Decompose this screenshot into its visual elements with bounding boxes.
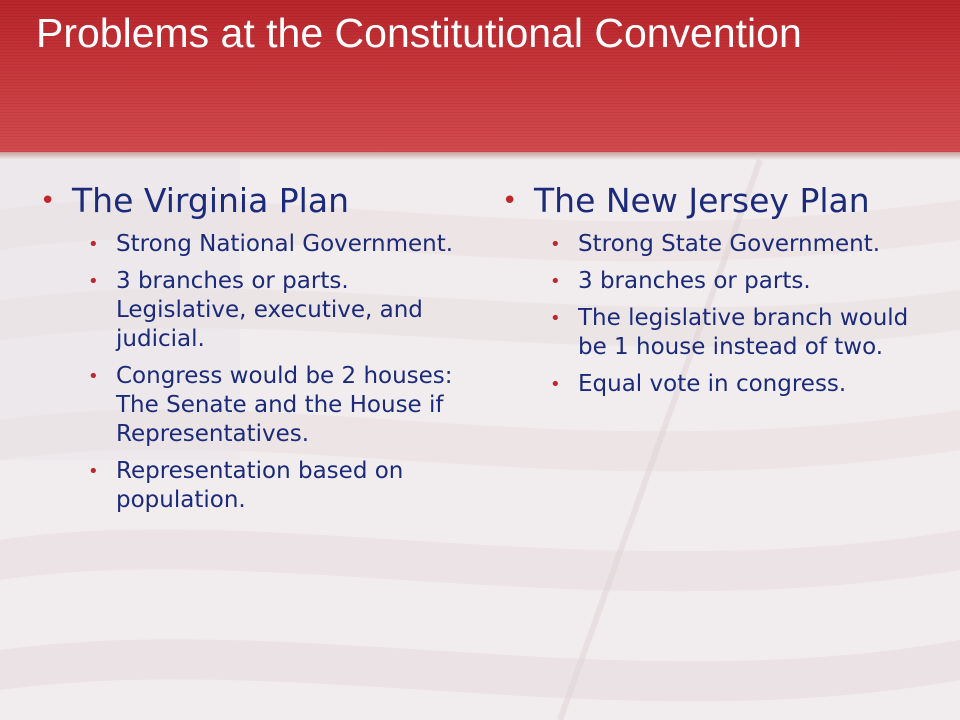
new-jersey-plan-column: [498, 180, 938, 407]
bullet-icon: •: [550, 374, 561, 395]
virginia-plan-points: [36, 230, 466, 515]
point-text: 3 branches or parts.: [578, 268, 811, 294]
title-banner: [0, 0, 960, 152]
list-item: [498, 304, 938, 362]
list-item: [36, 457, 466, 515]
bullet-icon: •: [88, 271, 99, 292]
list-item: [36, 267, 466, 354]
point-text: Representation based on population.: [116, 458, 404, 513]
list-item: [36, 230, 466, 259]
bullet-icon: •: [88, 461, 99, 482]
point-text: Strong National Government.: [116, 231, 454, 257]
bullet-icon: •: [40, 186, 56, 216]
point-text: The legislative branch would be 1 house instead of two.: [578, 305, 909, 360]
bullet-icon: •: [550, 271, 561, 292]
point-text: 3 branches or parts. Legislative, executive, and judicial.: [116, 268, 423, 352]
bullet-icon: •: [550, 234, 561, 255]
list-item: [498, 370, 938, 399]
virginia-plan-heading: [36, 180, 466, 222]
point-text: Equal vote in congress.: [578, 371, 847, 397]
bullet-icon: •: [88, 234, 99, 255]
point-text: Strong State Government.: [578, 231, 881, 257]
new-jersey-plan-points: [498, 230, 938, 399]
list-item: [498, 230, 938, 259]
list-item: [498, 267, 938, 296]
heading-label: The Virginia Plan: [72, 181, 349, 220]
heading-label: The New Jersey Plan: [534, 181, 870, 220]
point-text: Congress would be 2 houses: The Senate and the House if Representatives.: [116, 363, 453, 447]
bullet-icon: •: [502, 186, 518, 216]
bullet-icon: •: [88, 366, 99, 387]
banner-shadow: [0, 152, 960, 160]
virginia-plan-column: [36, 180, 466, 523]
list-item: [36, 362, 466, 449]
bullet-icon: •: [550, 308, 561, 329]
new-jersey-plan-heading: [498, 180, 938, 222]
slide-title: Problems at the Constitutional Convention: [36, 10, 802, 56]
